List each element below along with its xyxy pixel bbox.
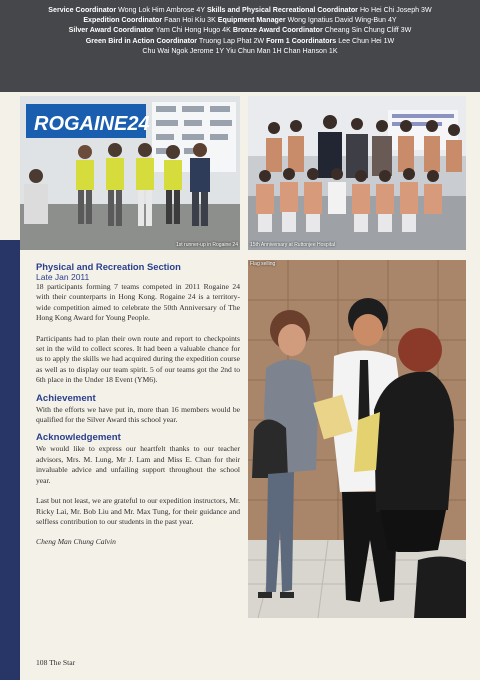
role-label: Skills and Physical Recreational Coordinator [206, 6, 358, 14]
member-name: Yam Chi Hong Hugo 4K [155, 26, 231, 35]
article-body [36, 261, 240, 547]
rogaine-caption: 1st runner-up in Rogaine 24 [176, 242, 238, 248]
rogaine-banner-text: ROGAINE24 [34, 113, 150, 135]
coordinators-header [0, 0, 480, 92]
section-date: Late Jan 2011 [36, 272, 90, 282]
acknowledgement-paragraph: Last but not least, we are grateful to our expedition instructors, Mr. Ricky Lai, Mr. Bob Liu and Mr. Max Tung, for their guidance and selfless contribution to our students in the past year. [36, 496, 240, 526]
role-label: Form 1 Coordinators [266, 36, 337, 45]
section-title: Physical and Recreation Section [36, 261, 181, 272]
role-label: Silver Award Coordinator [68, 26, 154, 35]
left-accent-bar [0, 240, 20, 680]
article-paragraph: 18 participants forming 7 teams competed in 2011 Rogaine 24 with their counterparts in Hong Kong. Rogaine 24 is a territory-wide competition aimed to celebrate the 50th Anniversary of The Hong Kong Award for Young People. [36, 282, 240, 323]
member-name: Truong Lap Phat 2W [198, 36, 265, 45]
member-name: Faan Hoi Kiu 3K [164, 16, 216, 25]
magazine-name: The Star [49, 658, 76, 667]
page-footer [36, 658, 75, 667]
page-number: 108 [36, 658, 48, 667]
role-label: Service Coordinator [48, 6, 117, 14]
coordinators-line [0, 36, 480, 46]
member-name: Wong Lok Him Ambrose 4Y [118, 6, 205, 14]
flag-caption: Flag selling [250, 261, 276, 267]
member-name: Wong Ignatius David Wing-Bun 4Y [287, 16, 397, 25]
acknowledgement-paragraph: We would like to express our heartfelt thanks to our teacher advisors, Mrs. M. Lung, Mr J. Lam and Miss E. Chan for their invaluable advice and unfailing support throughout the school year. [36, 444, 240, 485]
achievement-paragraph: With the efforts we have put in, more than 16 members would be qualified for the Silver Award this school year. [36, 404, 240, 425]
flag-selling-photo [248, 260, 466, 618]
author-signature: Cheng Man Chung Calvin [36, 537, 116, 547]
role-label: Bronze Award Coordinator [232, 26, 323, 35]
member-name: Cheang Sin Chung Cliff 3W [324, 26, 412, 35]
rogaine-team-illustration [20, 96, 240, 250]
hospital-caption: 15th Anniversary at Ruttonjee Hospital [250, 242, 336, 248]
coordinators-line [0, 15, 480, 25]
article-paragraph: Participants had to plan their own route and report to checkpoints set in the wild to collect scores. It had been a valuable chance for us to apply the skills we had acquired during the expedition course as well as to display our team spirit. 5 of our teams got the 2nd to 6th place in the Under 18 Event (YM6). [36, 333, 240, 385]
member-name: Lee Chun Hei 1W [338, 36, 395, 45]
coordinators-line [0, 25, 480, 35]
member-name: Ho Hei Chi Joseph 3W [359, 6, 432, 14]
role-label: Expedition Coordinator [83, 16, 163, 25]
achievement-heading: Achievement [36, 392, 96, 404]
member-name: Chu Wai Ngok Jerome 1Y Yiu Chun Man 1H Chan Hanson 1K [142, 46, 338, 55]
role-label: Equipment Manager [217, 16, 286, 25]
role-label: Green Bird in Action Coordinator [85, 36, 198, 45]
acknowledgement-heading: Acknowledgement [36, 432, 121, 444]
flag-selling-illustration [248, 260, 466, 618]
hospital-group-photo [248, 96, 466, 250]
rogaine-team-photo [20, 96, 240, 250]
hospital-group-illustration [248, 96, 466, 250]
coordinators-line [0, 46, 480, 56]
coordinators-line [0, 5, 480, 15]
